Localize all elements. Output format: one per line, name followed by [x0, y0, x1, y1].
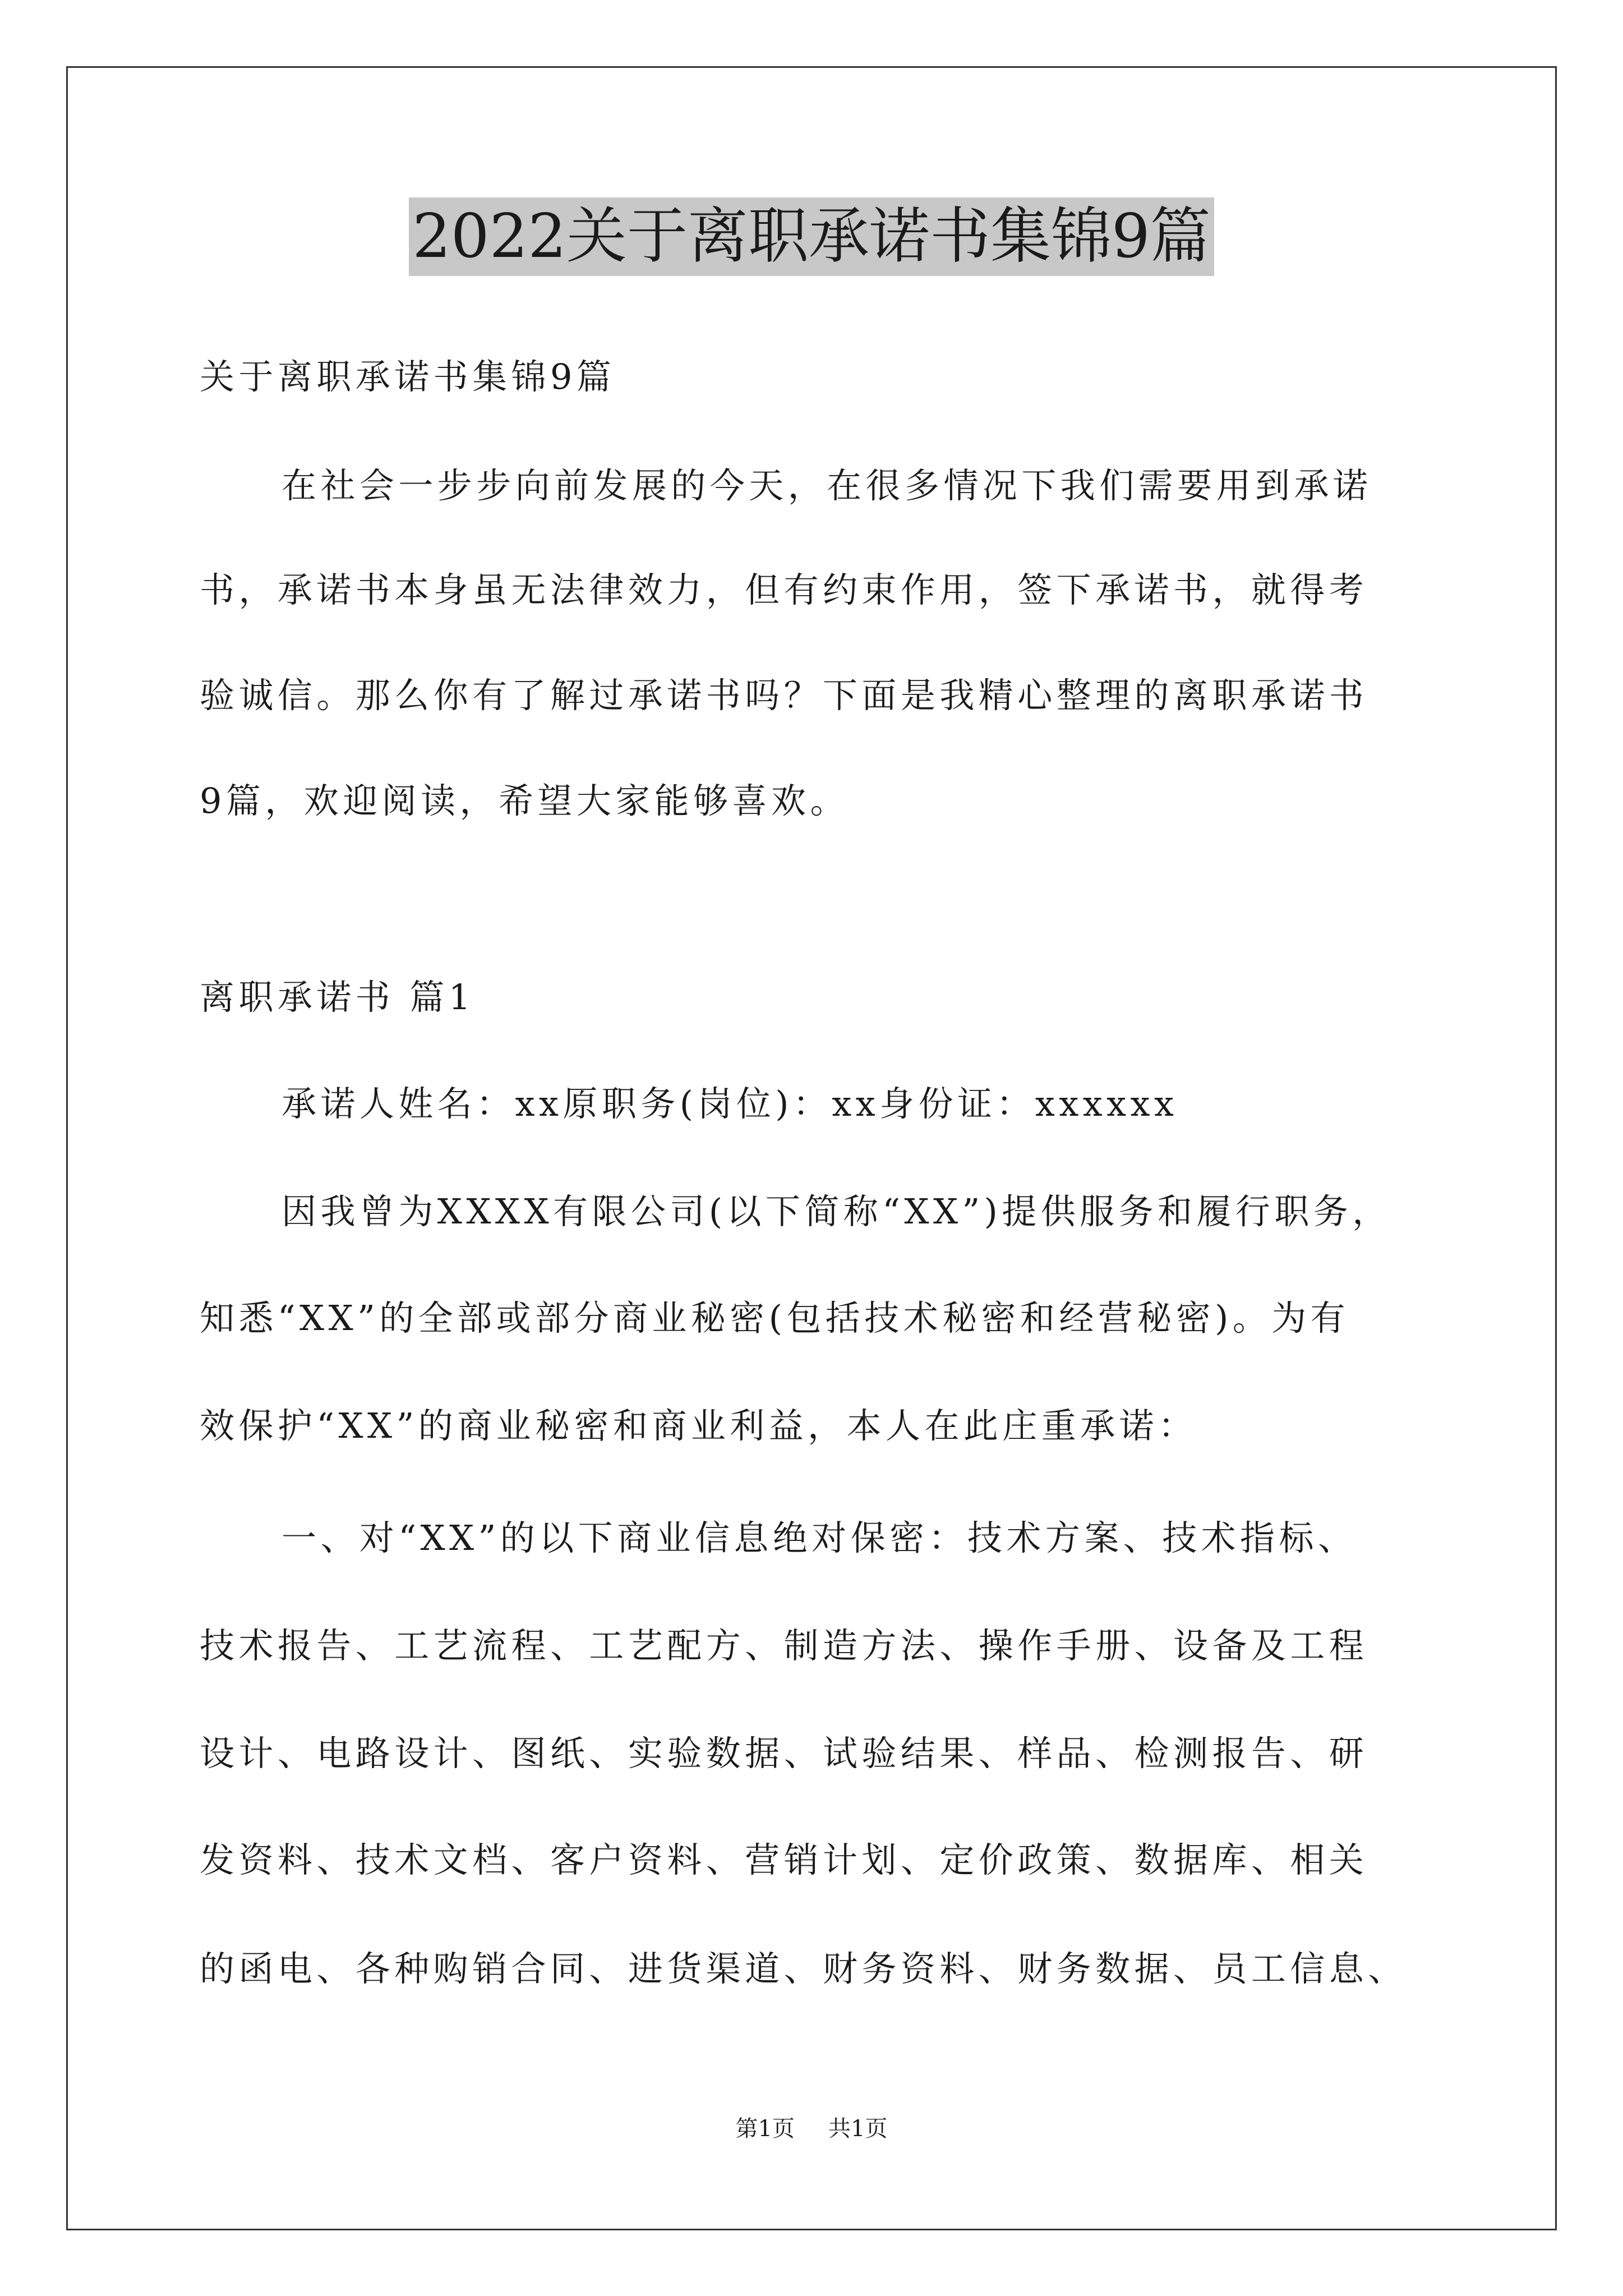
paragraph-line: 发资料、技术文档、客户资料、营销计划、定价政策、数据库、相关	[200, 1839, 1368, 1880]
paragraph-line: 书，承诺书本身虽无法律效力，但有约束作用，签下承诺书，就得考	[200, 569, 1368, 610]
paragraph-line: 承诺人姓名：xx原职务(岗位)：xx身份证：xxxxxx	[282, 1083, 1178, 1124]
paragraph-line: 一、对“XX”的以下商业信息绝对保密：技术方案、技术指标、	[282, 1517, 1357, 1558]
paragraph-line: 9篇，欢迎阅读，希望大家能够喜欢。	[200, 780, 849, 821]
paragraph-line: 知悉“XX”的全部或部分商业秘密(包括技术秘密和经营秘密)。为有	[200, 1297, 1350, 1338]
page-number: 第1页	[735, 2116, 795, 2142]
page-total: 共1页	[828, 2116, 888, 2142]
paragraph-line: 的函电、各种购销合同、进货渠道、财务资料、财务数据、员工信息、	[200, 1948, 1407, 1989]
title-container	[0, 197, 1623, 276]
subtitle-line: 关于离职承诺书集锦9篇	[200, 356, 616, 397]
document-title: 2022关于离职承诺书集锦9篇	[409, 197, 1214, 276]
paragraph-line: 因我曾为XXXX有限公司(以下简称“XX”)提供服务和履行职务，	[282, 1191, 1391, 1232]
section-heading: 离职承诺书 篇1	[200, 977, 475, 1018]
paragraph-line: 设计、电路设计、图纸、实验数据、试验结果、样品、检测报告、研	[200, 1733, 1368, 1774]
paragraph-line: 技术报告、工艺流程、工艺配方、制造方法、操作手册、设备及工程	[200, 1625, 1368, 1666]
paragraph-line: 效保护“XX”的商业秘密和商业利益，本人在此庄重承诺：	[200, 1405, 1197, 1446]
paragraph-line: 验诚信。那么你有了解过承诺书吗？下面是我精心整理的离职承诺书	[200, 675, 1368, 716]
page-footer	[0, 2115, 1623, 2143]
paragraph-line: 在社会一步步向前发展的今天，在很多情况下我们需要用到承诺	[282, 465, 1372, 506]
